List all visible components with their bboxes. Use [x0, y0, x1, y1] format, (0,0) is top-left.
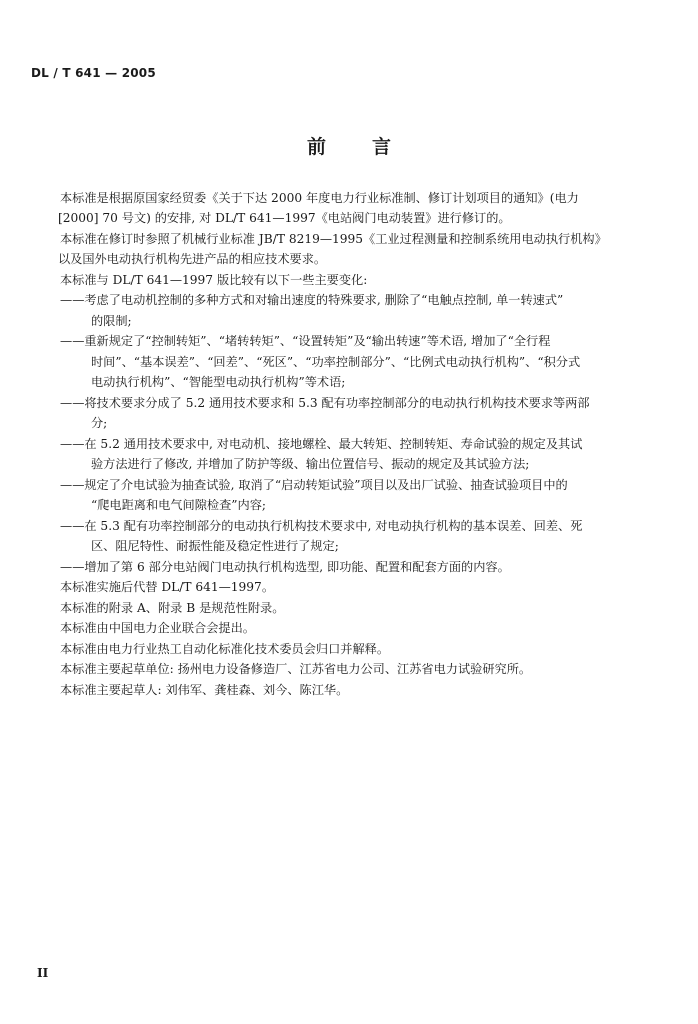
list-item-continuation: 分; [91, 416, 108, 430]
list-item: ——增加了第 6 部分电站阀门电动执行机构选型, 即功能、配置和配套方面的内容。 [60, 560, 510, 574]
body-line: 本标准主要起草单位: 扬州电力设备修造厂、江苏省电力公司、江苏省电力试验研究所。 [60, 662, 532, 676]
list-item: ——在 5.2 通用技术要求中, 对电动机、接地螺栓、最大转矩、控制转矩、寿命试验的规定及其试 [60, 437, 583, 451]
body-line: 本标准是根据原国家经贸委《关于下达 2000 年度电力行业标准制、修订计划项目的通知》(电力 [60, 191, 579, 205]
body-line: 本标准与 DL/T 641—1997 版比较有以下一些主要变化: [60, 273, 368, 287]
page-title [0, 132, 698, 159]
body-line: 本标准由电力行业热工自动化标准化技术委员会归口并解释。 [60, 642, 390, 656]
standard-id: DL / T 641 — 2005 [31, 66, 156, 80]
body-line: 本标准实施后代替 DL/T 641—1997。 [60, 580, 275, 594]
body-line: 本标准的附录 A、附录 B 是规范性附录。 [60, 601, 285, 615]
list-item: ——在 5.3 配有功率控制部分的电动执行机构技术要求中, 对电动执行机构的基本误差、回差、死 [60, 519, 583, 533]
list-item: ——规定了介电试验为抽查试验, 取消了“启动转矩试验”项目以及出厂试验、抽查试验项目中的 [60, 478, 568, 492]
body-line: 本标准主要起草人: 刘伟军、龚桂森、刘今、陈江华。 [60, 683, 349, 697]
body-line: 以及国外电动执行机构先进产品的相应技术要求。 [58, 252, 327, 266]
list-item-continuation: 验方法进行了修改, 并增加了防护等级、输出位置信号、振动的规定及其试验方法; [91, 457, 530, 471]
list-item-continuation: 电动执行机构”、“智能型电动执行机构”等术语; [91, 375, 346, 389]
list-item-continuation: 的限制; [91, 314, 132, 328]
list-item-continuation: “爬电距离和电气间隙检查”内容; [91, 498, 267, 512]
body-line: [2000] 70 号文) 的安排, 对 DL/T 641—1997《电站阀门电动装置》进行修订的。 [58, 211, 511, 225]
body-line: 本标准在修订时参照了机械行业标准 JB/T 8219—1995《工业过程测量和控制系统用电动执行机构》 [60, 232, 607, 246]
title-part-2: 言 [372, 136, 392, 158]
body-line: 本标准由中国电力企业联合会提出。 [60, 621, 255, 635]
page-number: II [37, 966, 49, 980]
list-item: ——将技术要求分成了 5.2 通用技术要求和 5.3 配有功率控制部分的电动执行机构技术要求等两部 [60, 396, 590, 410]
list-item: ——考虑了电动机控制的多种方式和对输出速度的特殊要求, 删除了“电触点控制, 单一转速式” [60, 293, 564, 307]
list-item-continuation: 时间”、“基本误差”、“回差”、“死区”、“功率控制部分”、“比例式电动执行机构”、“积分式 [91, 355, 581, 369]
list-item-continuation: 区、阻尼特性、耐振性能及稳定性进行了规定; [91, 539, 339, 553]
list-item: ——重新规定了“控制转矩”、“堵转转矩”、“设置转矩”及“输出转速”等术语, 增加了“全行程 [60, 334, 551, 348]
title-part-1: 前 [306, 136, 326, 158]
